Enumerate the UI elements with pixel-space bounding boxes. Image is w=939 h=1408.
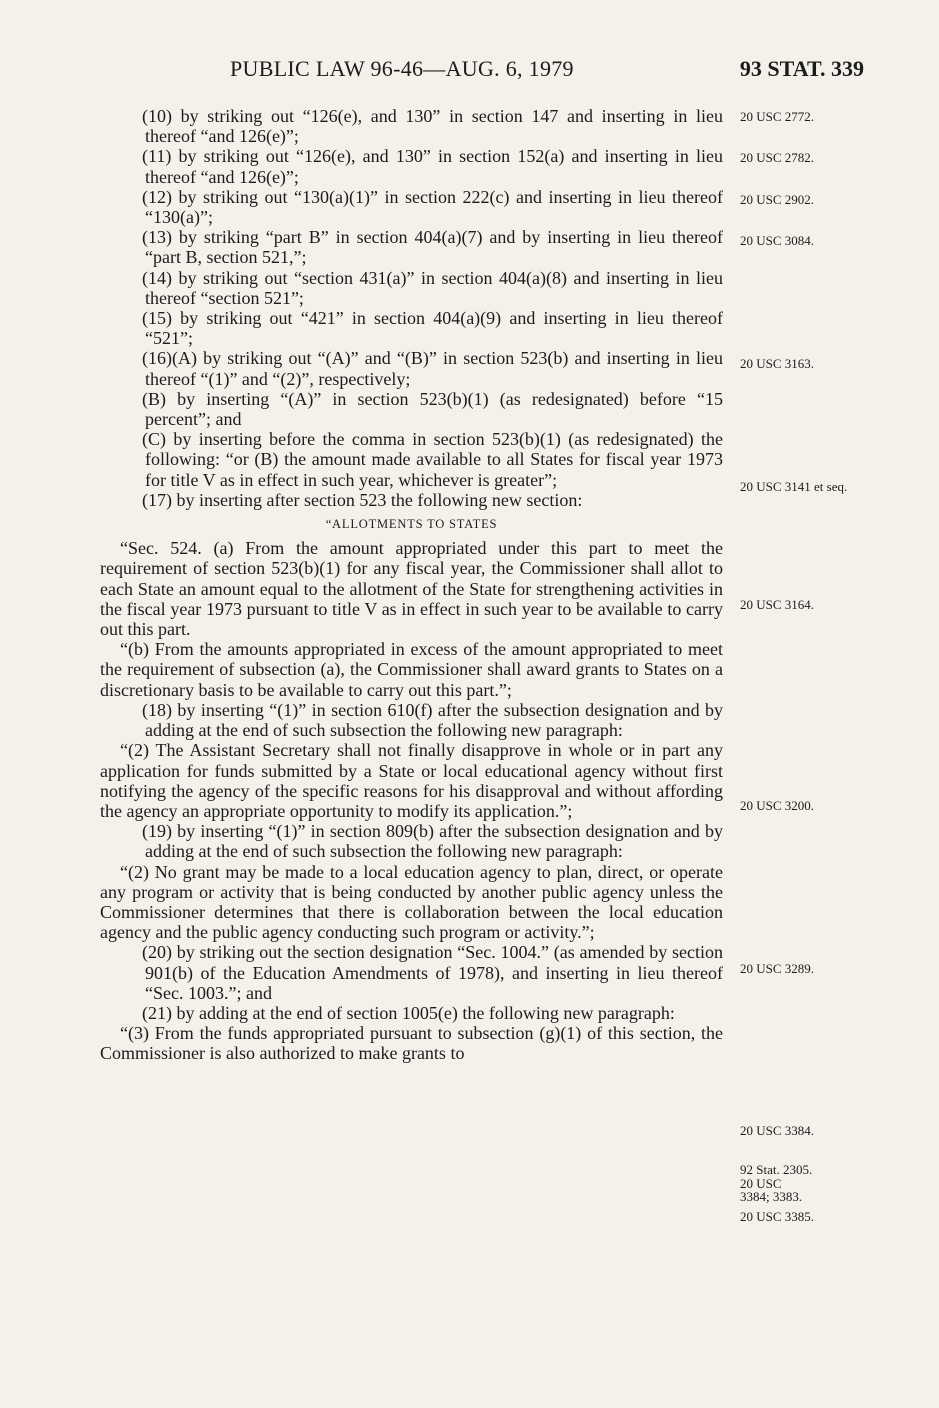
- clause-18: (18) by inserting “(1)” in section 610(f) after the subsection designation and by adding at the end of such subsection the following new paragraph:: [142, 699, 723, 741]
- clause-12: (12) by striking out “130(a)(1)” in section 222(c) and inserting in lieu thereof “130(a)”;: [142, 186, 723, 228]
- margin-note: 20 USC 3384.: [740, 1123, 815, 1138]
- clause-10: (10) by striking out “126(e), and 130” in section 147 and inserting in lieu thereof “and 126(e)”;: [142, 106, 723, 147]
- page-number: 93 STAT. 339: [739, 56, 864, 81]
- running-title: PUBLIC LAW 96-46—AUG. 6, 1979: [230, 56, 574, 81]
- clause-21-quote: “(3) From the funds appropriated pursuant to subsection (g)(1) of this section, the Commissioner is also authorized to make grants to: [100, 1023, 723, 1064]
- margin-note: 20 USC 3289.: [740, 961, 815, 976]
- section-heading: “ALLOTMENTS TO STATES: [325, 517, 498, 532]
- clause-14: (14) by striking out “section 431(a)” in section 404(a)(8) and inserting in lieu thereof “section 521”;: [142, 267, 723, 308]
- margin-note: 92 Stat. 2305.: [740, 1162, 813, 1177]
- margin-note: 20 USC 3384; 3383.: [740, 1176, 803, 1204]
- body-text: [100, 106, 723, 1064]
- clause-16a: (16)(A) by striking out “(A)” and “(B)” in section 523(b) and inserting in lieu thereof “(1)” and “(2)”, respectively;: [142, 348, 723, 389]
- clause-15: (15) by striking out “421” in section 404(a)(9) and inserting in lieu thereof “521”;: [142, 308, 723, 349]
- clause-18-quote: “(2) The Assistant Secretary shall not finally disapprove in whole or in part any application for funds submitted by a State or local educational agency without first notifying the agency of the specific reasons for his disapproval and without affording the agency an appropriate opportunity to modify its application.”;: [100, 740, 723, 821]
- clause-19-quote: “(2) No grant may be made to a local education agency to plan, direct, or operate any program or activity that is being conducted by another public agency unless the Commissioner determines that there is collaboration between the local education agency and the public agency conducting such program or activity.”;: [100, 861, 723, 943]
- margin-note: 20 USC 3385.: [740, 1209, 815, 1224]
- margin-note: 20 USC 3200.: [740, 798, 815, 813]
- clause-13: (13) by striking “part B” in section 404(a)(7) and by inserting in lieu thereof “part B, section 521,”;: [142, 227, 723, 268]
- margin-note: 20 USC 3164.: [740, 597, 815, 612]
- clause-16b: (B) by inserting “(A)” in section 523(b)(1) (as redesignated) before “15 percent”; and: [142, 388, 723, 430]
- margin-note: 20 USC 3084.: [740, 233, 815, 248]
- clause-17: (17) by inserting after section 523 the following new section:: [142, 489, 583, 510]
- margin-note: 20 USC 2772.: [740, 109, 815, 124]
- margin-note: 20 USC 2782.: [740, 150, 815, 165]
- sec-524-a: “Sec. 524. (a) From the amount appropriated under this part to meet the requirement of section 523(b)(1) for any fiscal year, the Commissioner shall allot to each State an amount equal to the allotment of the State for strengthening activities in the fiscal year 1973 pursuant to title V as in effect in such year to be available to carry out this part.: [100, 538, 723, 640]
- clause-20: (20) by striking out the section designation “Sec. 1004.” (as amended by section 901(b) of the Education Amendments of 1978), and inserting in lieu thereof “Sec. 1003.”; and: [142, 942, 723, 1003]
- clause-16c: (C) by inserting before the comma in section 523(b)(1) (as redesignated) the following: “or (B) the amount made available to all States for fiscal year 1973 for title V as in effect in such year, whichever is greater”;: [142, 429, 723, 490]
- clause-21: (21) by adding at the end of section 1005(e) the following new paragraph:: [142, 1002, 675, 1023]
- margin-note: 20 USC 2902.: [740, 192, 815, 207]
- clause-11: (11) by striking out “126(e), and 130” in section 152(a) and inserting in lieu thereof “and 126(e)”;: [142, 146, 723, 187]
- clause-19: (19) by inserting “(1)” in section 809(b) after the subsection designation and by adding at the end of such subsection the following new paragraph:: [142, 821, 723, 862]
- margin-note: 20 USC 3163.: [740, 356, 815, 371]
- margin-note: 20 USC 3141 et seq.: [740, 479, 848, 494]
- page-header: [100, 56, 870, 86]
- sec-524-b: “(b) From the amounts appropriated in excess of the amount appropriated to meet the requirement of subsection (a), the Commissioner shall award grants to States on a discretionary basis to be available to carry out this part.”;: [100, 639, 723, 700]
